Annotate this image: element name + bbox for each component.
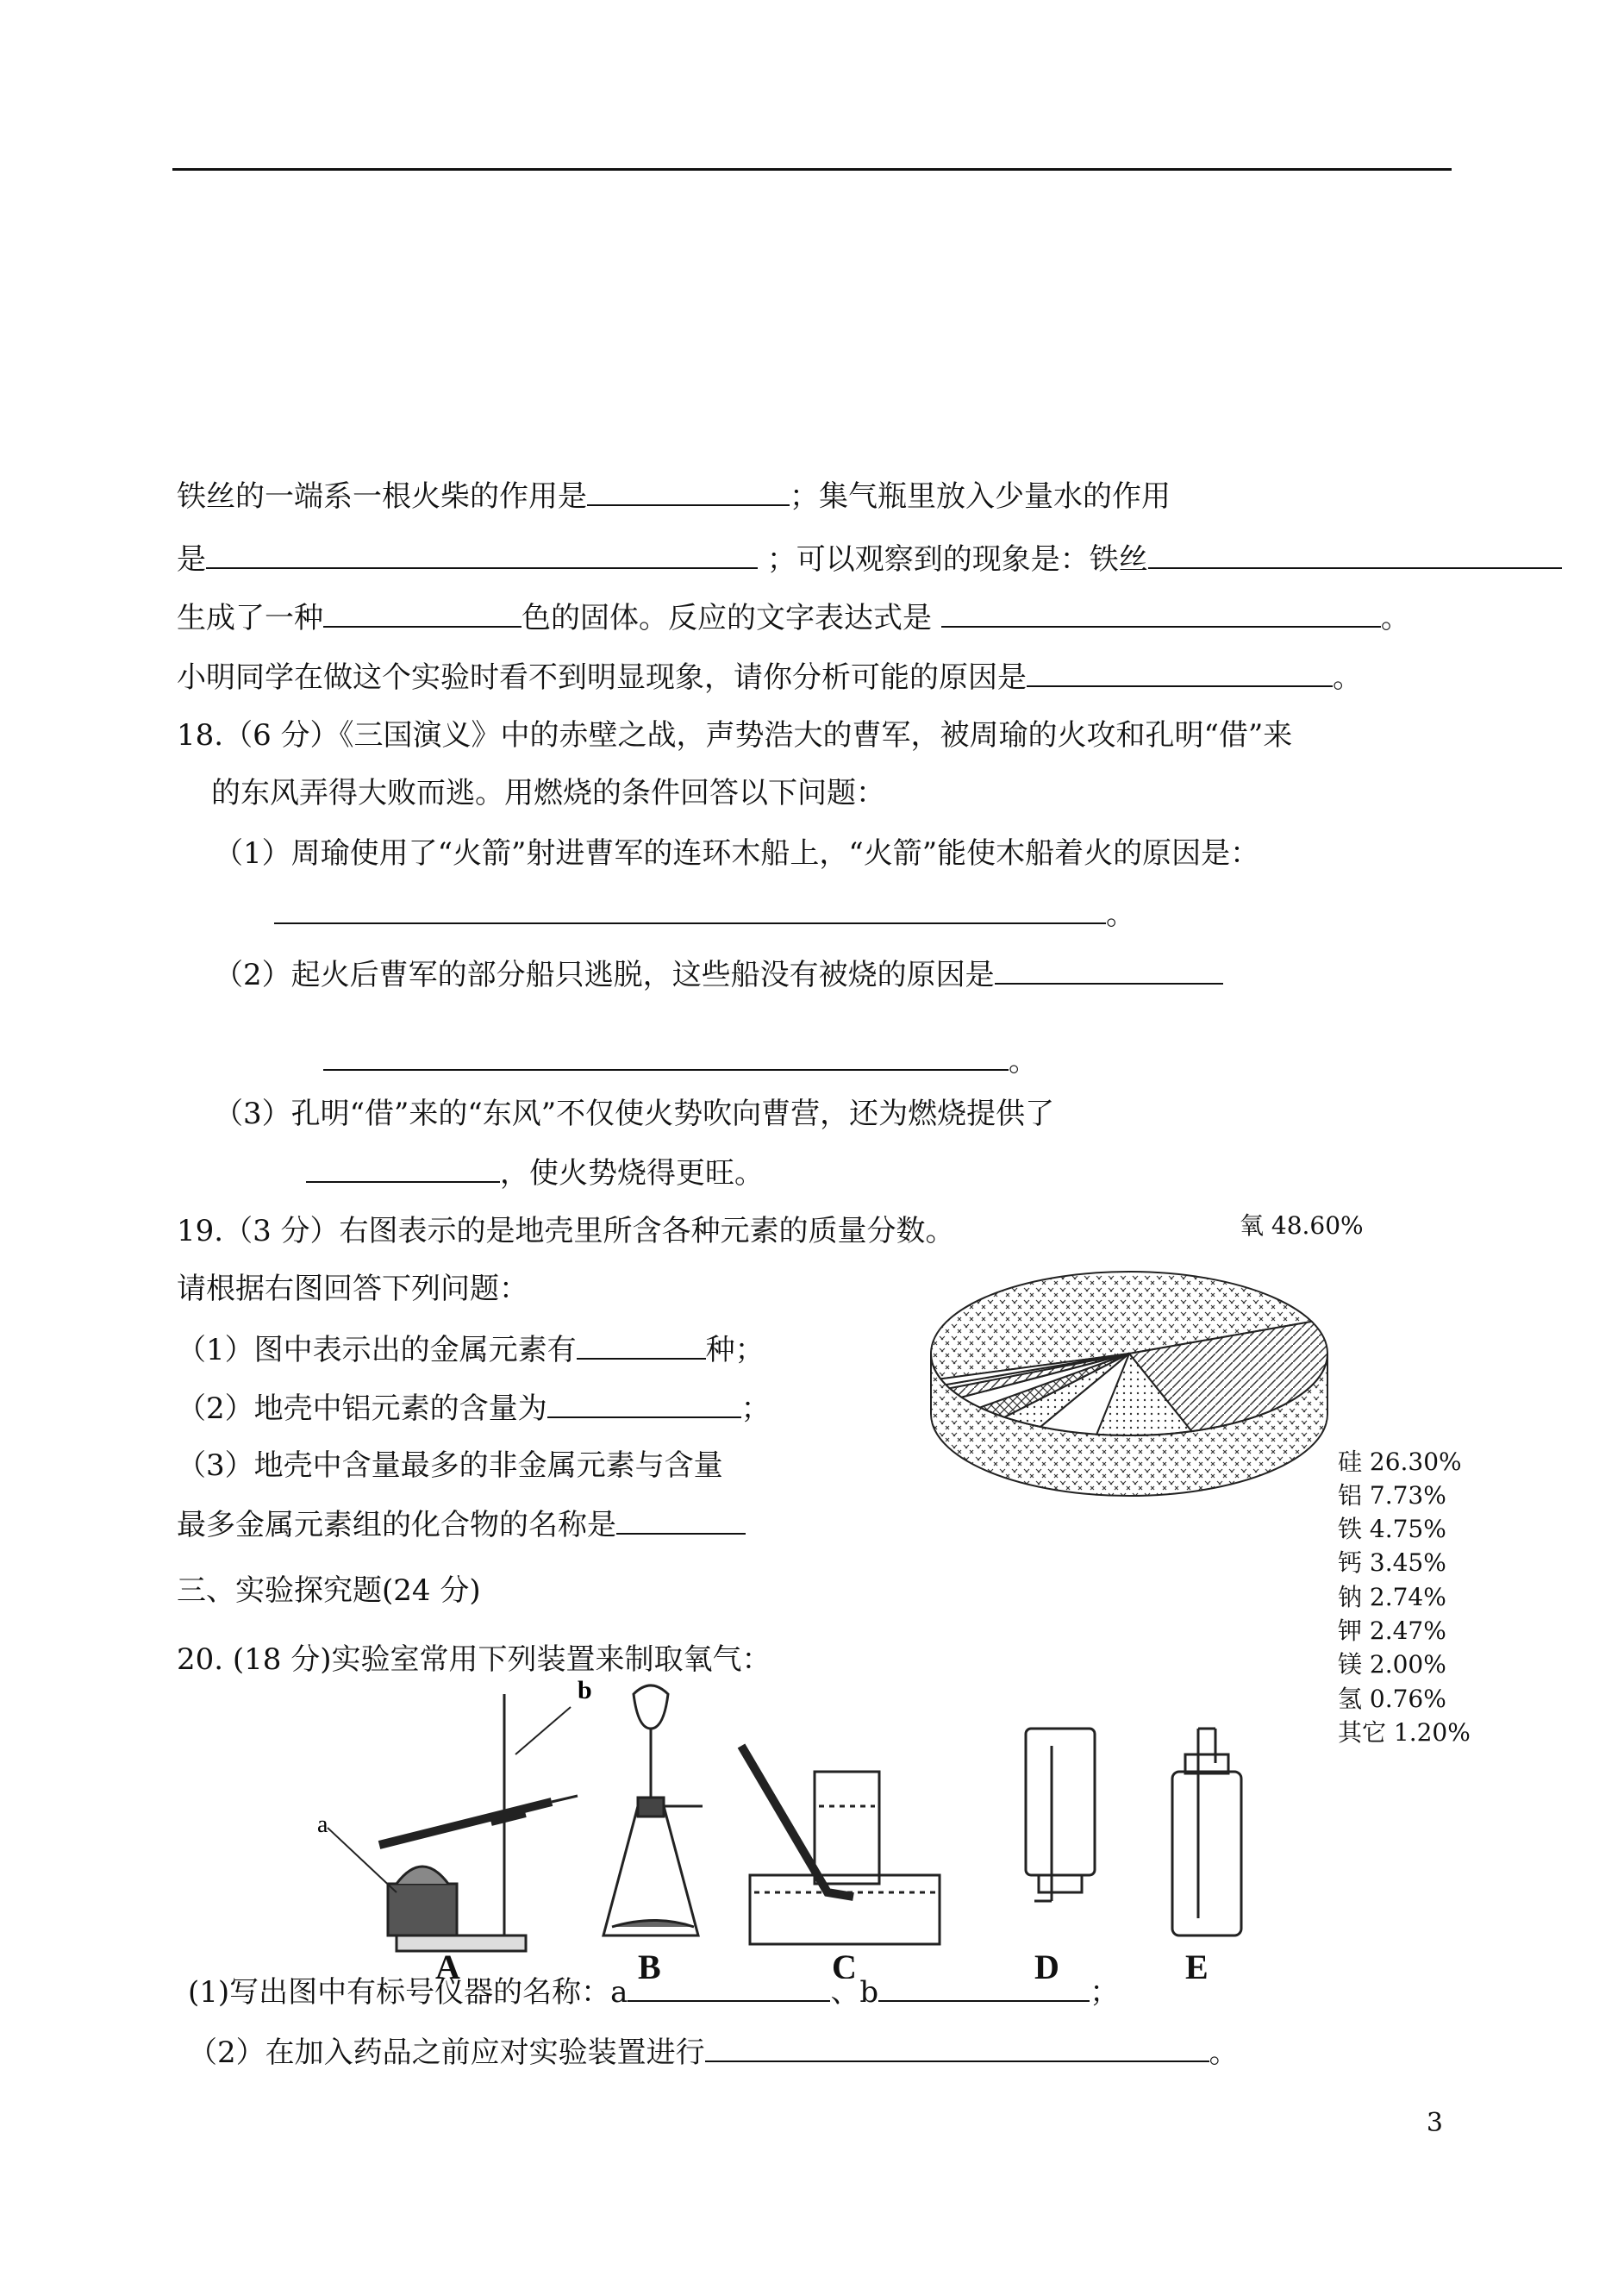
text-segment: 铁丝的一端系一根火柴的作用是 bbox=[177, 479, 587, 514]
pie-label-oxygen: 氧 48.60% bbox=[1240, 1211, 1364, 1240]
text-segment: ，使火势烧得更旺。 bbox=[500, 1156, 764, 1191]
text-segment: ；集气瓶里放入少量水的作用 bbox=[790, 479, 1171, 514]
pie-label-other: 其它 1.20% bbox=[1338, 1718, 1471, 1747]
pie-label-silicon: 硅 26.30% bbox=[1338, 1448, 1462, 1476]
answer-blank[interactable] bbox=[616, 1507, 746, 1535]
apparatus-label-c: C bbox=[832, 1948, 857, 1979]
text-segment: 请根据右图回答下列问题： bbox=[177, 1272, 528, 1306]
apparatus-label-e: E bbox=[1185, 1948, 1209, 1979]
section-3-title bbox=[177, 1573, 481, 1608]
pie-label-aluminium: 铝 7.73% bbox=[1338, 1481, 1446, 1510]
pie-label-iron: 铁 4.75% bbox=[1338, 1515, 1446, 1543]
answer-blank[interactable] bbox=[587, 478, 790, 506]
apparatus-b bbox=[603, 1685, 703, 1935]
question-18-part-1-answer bbox=[274, 897, 1135, 932]
answer-blank[interactable] bbox=[577, 1332, 706, 1360]
answer-blank[interactable] bbox=[323, 600, 522, 628]
pie-label-sodium: 钠 2.74% bbox=[1338, 1583, 1446, 1611]
answer-blank[interactable] bbox=[941, 600, 1381, 628]
text-segment: 是 bbox=[177, 542, 206, 577]
text-segment: 的东风弄得大败而逃。用燃烧的条件回答以下问题： bbox=[211, 776, 885, 810]
answer-blank[interactable] bbox=[1148, 541, 1562, 569]
pie-label-calcium: 钙 3.45% bbox=[1338, 1548, 1446, 1577]
apparatus-e bbox=[1172, 1729, 1241, 1935]
question-20-stem bbox=[177, 1642, 771, 1677]
question-19-part-1 bbox=[177, 1332, 765, 1367]
marker-a: a bbox=[317, 1811, 328, 1838]
text-segment: （1）周瑜使用了“火箭”射进曹军的连环木船上，“火箭”能使木船着火的原因是： bbox=[214, 836, 1260, 871]
pie-label-potassium: 钾 2.47% bbox=[1338, 1617, 1446, 1645]
apparatus-label-d: D bbox=[1034, 1948, 1059, 1979]
question-18-part-1 bbox=[214, 836, 1259, 871]
pie-label-magnesium: 镁 2.00% bbox=[1338, 1650, 1446, 1679]
text-segment: 小明同学在做这个实验时看不到明显现象，请你分析可能的原因是 bbox=[177, 660, 1027, 695]
question-18-stem-2 bbox=[211, 776, 885, 810]
text-segment: 色的固体。反应的文字表达式是 bbox=[522, 601, 932, 635]
text-segment: 。 bbox=[1106, 897, 1135, 932]
header-rule bbox=[172, 168, 1452, 171]
text-segment: 20. (18 分)实验室常用下列装置来制取氧气： bbox=[177, 1642, 771, 1677]
text-segment: （2）在加入药品之前应对实验装置进行 bbox=[188, 2035, 705, 2070]
question-18-part-2-answer bbox=[323, 1043, 1038, 1079]
question-19-stem bbox=[177, 1214, 955, 1248]
text-segment: 。 bbox=[1380, 601, 1410, 635]
text-segment: （1）图中表示出的金属元素有 bbox=[177, 1333, 577, 1367]
answer-blank[interactable] bbox=[1027, 660, 1333, 687]
question-19-part-3 bbox=[177, 1448, 723, 1483]
answer-blank[interactable] bbox=[206, 541, 758, 569]
question-18-part-2 bbox=[214, 957, 1223, 992]
question-18-part-3 bbox=[214, 1097, 1054, 1131]
answer-blank[interactable] bbox=[547, 1391, 741, 1418]
question-20-part-2 bbox=[188, 2035, 1239, 2070]
apparatus-d bbox=[1026, 1729, 1095, 1901]
text-segment: ；可以观察到的现象是：铁丝 bbox=[766, 542, 1148, 577]
text-segment: 19.（3 分）右图表示的是地壳里所含各种元素的质量分数。 bbox=[177, 1214, 955, 1248]
text-segment: (1)写出图中有标号仪器的名称：a bbox=[188, 1975, 628, 2010]
text-segment: （2）地壳中铝元素的含量为 bbox=[177, 1391, 547, 1426]
page-number: 3 bbox=[1426, 2108, 1443, 2138]
text-line-2 bbox=[177, 541, 1562, 577]
text-segment: ； bbox=[1090, 1975, 1120, 2010]
text-segment: 、b bbox=[830, 1975, 879, 2010]
text-segment: ； bbox=[740, 1391, 771, 1426]
answer-blank[interactable] bbox=[274, 897, 1106, 924]
text-segment: 。 bbox=[1009, 1044, 1038, 1079]
text-line-1 bbox=[177, 478, 1171, 514]
text-segment: （3）孔明“借”来的“东风”不仅使火势吹向曹营，还为燃烧提供了 bbox=[214, 1097, 1055, 1131]
question-19-stem-2 bbox=[177, 1272, 528, 1306]
question-20-part-1 bbox=[188, 1974, 1119, 2010]
text-segment: 种； bbox=[705, 1333, 765, 1367]
apparatus-label-a: A bbox=[435, 1948, 460, 1979]
apparatus-label-b: B bbox=[638, 1948, 661, 1979]
answer-blank[interactable] bbox=[995, 957, 1223, 985]
answer-blank[interactable] bbox=[323, 1043, 1009, 1071]
question-18-stem bbox=[177, 718, 1292, 753]
text-segment: 生成了一种 bbox=[177, 601, 323, 635]
text-segment: 。 bbox=[1209, 2035, 1239, 2070]
text-line-3 bbox=[177, 600, 1410, 635]
text-segment: 。 bbox=[1333, 660, 1362, 695]
text-line-4 bbox=[177, 660, 1362, 695]
apparatus-illustration bbox=[293, 1677, 1293, 1979]
text-segment: （2）起火后曹军的部分船只逃脱，这些船没有被烧的原因是 bbox=[214, 958, 995, 992]
question-19-part-2 bbox=[177, 1391, 771, 1426]
text-segment: 18.（6 分）《三国演义》中的赤壁之战，声势浩大的曹军，被周瑜的火攻和孔明“借”来 bbox=[177, 718, 1293, 753]
text-segment: 三、实验探究题(24 分) bbox=[177, 1573, 481, 1608]
question-18-part-3-answer bbox=[306, 1155, 764, 1191]
pie-label-hydrogen: 氢 0.76% bbox=[1338, 1685, 1446, 1713]
answer-blank[interactable] bbox=[306, 1155, 500, 1183]
text-segment: 最多金属元素组的化合物的名称是 bbox=[177, 1508, 616, 1542]
apparatus-c bbox=[741, 1746, 940, 1944]
question-19-part-3-b bbox=[177, 1507, 746, 1542]
text-segment: （3）地壳中含量最多的非金属元素与含量 bbox=[177, 1448, 723, 1483]
marker-b: b bbox=[578, 1677, 592, 1704]
answer-blank[interactable] bbox=[705, 2035, 1209, 2062]
